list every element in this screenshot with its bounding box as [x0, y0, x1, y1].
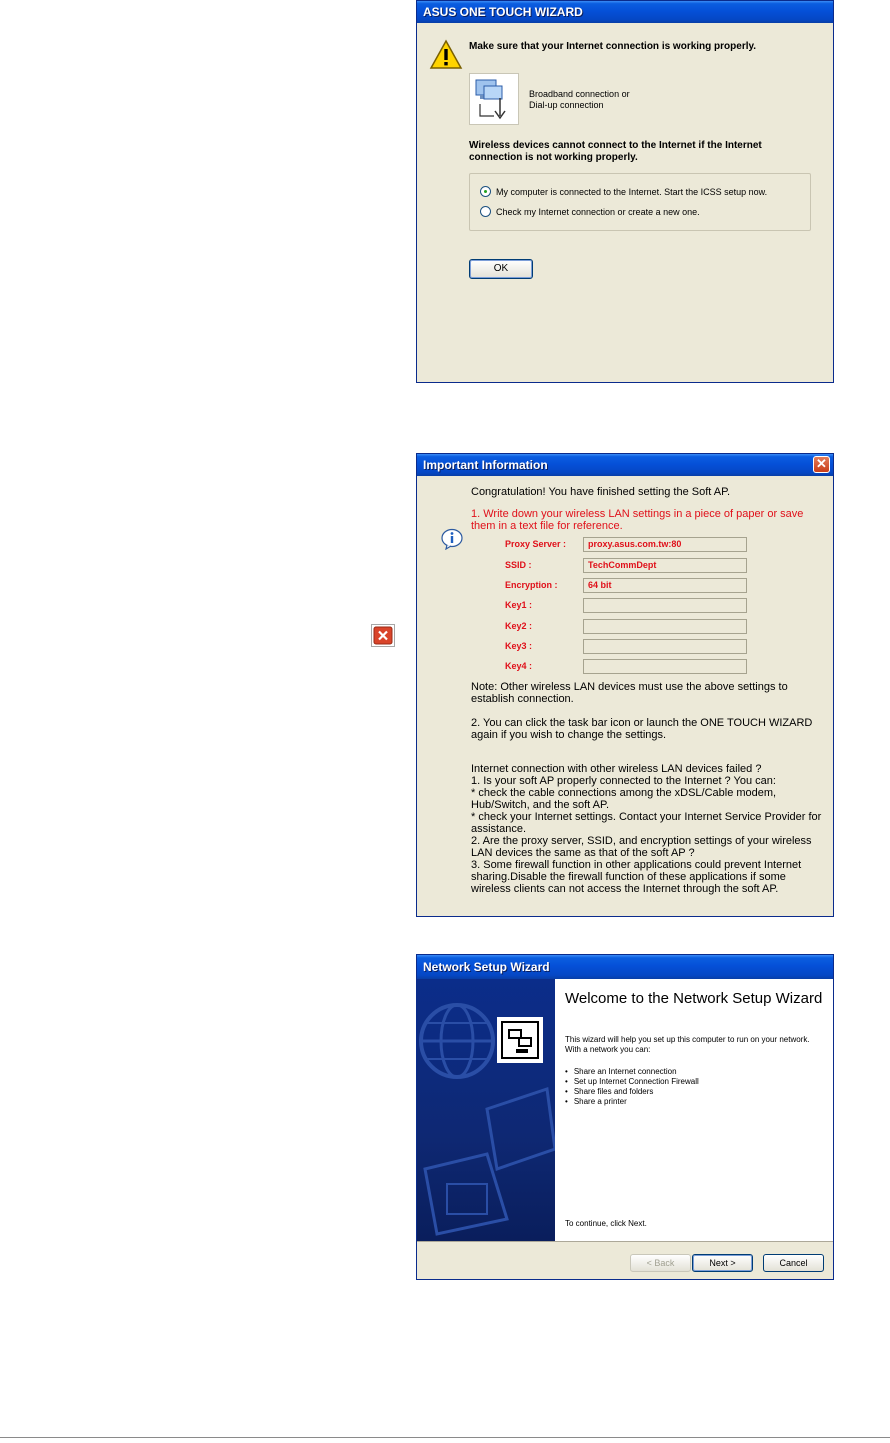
option-start-icss[interactable]: [480, 186, 767, 197]
connection-line-2: Dial-up connection: [529, 100, 604, 110]
network-computers-icon: [497, 1017, 543, 1063]
troubleshooting-text: [471, 763, 823, 895]
continue-instruction: To continue, click Next.: [565, 1219, 647, 1228]
wizard-description: This wizard will help you set up this computer to run on your network. With a network you can:: [565, 1035, 810, 1054]
wireless-warning-text: Wireless devices cannot connect to the Internet if the Internet connection is not working properly.: [469, 140, 762, 163]
list-item: • Share a printer: [565, 1097, 699, 1107]
proxy-server-label: Proxy Server :: [505, 539, 567, 549]
note-text: Note: Other wireless LAN devices must use the above settings to establish connection.: [471, 681, 788, 705]
page-footer-rule: [0, 1437, 890, 1438]
important-information-window: [416, 453, 834, 917]
trouble-line: 1. Is your soft AP properly connected to the Internet ? You can:: [471, 775, 776, 787]
info-icon: [441, 528, 463, 550]
wizard-button-bar: [417, 1241, 833, 1279]
key4-label: Key4 :: [505, 661, 533, 671]
encryption-field: 64 bit: [583, 578, 747, 593]
window-title: Important Information: [417, 454, 833, 476]
radio-checked-icon[interactable]: [480, 186, 491, 197]
list-item: • Set up Internet Connection Firewall: [565, 1077, 699, 1087]
trouble-line: * check the cable connections among the xDSL/Cable modem, Hub/Switch, and the soft AP.: [471, 787, 777, 811]
key1-field: [583, 598, 747, 613]
key3-field: [583, 639, 747, 654]
window-body: [417, 476, 833, 916]
wizard-feature-list: [565, 1067, 699, 1107]
option-check-connection-label: Check my Internet connection or create a new one.: [496, 206, 700, 217]
connection-heading: Make sure that your Internet connection is working properly.: [469, 41, 757, 52]
network-setup-wizard-window: [416, 954, 834, 1280]
congratulation-heading: Congratulation! You have finished setting the Soft AP.: [471, 486, 731, 498]
option-start-icss-label: My computer is connected to the Internet. Start the ICSS setup now.: [496, 186, 768, 197]
key4-field: [583, 659, 747, 674]
encryption-label: Encryption :: [505, 580, 558, 590]
trouble-line: 3. Some firewall function in other applications could prevent Internet sharing.Disable the firewall function of these applications if some wireless clients can not access the Internet through the soft AP.: [471, 859, 802, 895]
trouble-line: * check your Internet settings. Contact your Internet Service Provider for assistance.: [471, 811, 822, 835]
key3-label: Key3 :: [505, 641, 533, 651]
key1-label: Key1 :: [505, 600, 533, 610]
wizard-welcome-title: Welcome to the Network Setup Wizard: [565, 990, 823, 1007]
radio-unchecked-icon[interactable]: [480, 206, 491, 217]
setup-option-group: [469, 173, 811, 231]
asus-one-touch-wizard-window: [416, 0, 834, 383]
option-check-connection[interactable]: [480, 206, 700, 217]
list-item: • Share files and folders: [565, 1087, 699, 1097]
write-down-instruction: 1. Write down your wireless LAN settings in a piece of paper or save them in a text file for reference.: [471, 508, 804, 532]
close-button[interactable]: ✕: [813, 456, 830, 473]
warning-icon: [429, 39, 463, 71]
ssid-label: SSID :: [505, 560, 532, 570]
cancel-button[interactable]: Cancel: [763, 1254, 824, 1272]
window-title: Network Setup Wizard: [417, 955, 833, 979]
red-close-icon: [371, 624, 395, 647]
next-button[interactable]: Next >: [692, 1254, 753, 1272]
back-button[interactable]: < Back: [630, 1254, 691, 1272]
trouble-line: 2. Are the proxy server, SSID, and encryption settings of your wireless LAN devices the same as that of the soft AP ?: [471, 835, 812, 859]
wizard-content: [555, 979, 833, 1241]
list-item: • Share an Internet connection: [565, 1067, 699, 1077]
window-title: ASUS ONE TOUCH WIZARD: [417, 1, 833, 23]
ssid-field: TechCommDept: [583, 558, 747, 573]
step2-text: 2. You can click the task bar icon or launch the ONE TOUCH WIZARD again if you wish to change the settings.: [471, 717, 813, 741]
proxy-server-field: proxy.asus.com.tw:80: [583, 537, 747, 552]
connection-line-1: Broadband connection or: [529, 89, 630, 99]
key2-label: Key2 :: [505, 621, 533, 631]
trouble-line: Internet connection with other wireless LAN devices failed ?: [471, 763, 762, 775]
window-body: [417, 23, 833, 382]
network-connection-icon: [469, 73, 519, 125]
connection-type-label: [529, 89, 630, 111]
key2-field: [583, 619, 747, 634]
ok-button[interactable]: OK: [469, 259, 533, 279]
wizard-side-panel: [417, 979, 555, 1241]
